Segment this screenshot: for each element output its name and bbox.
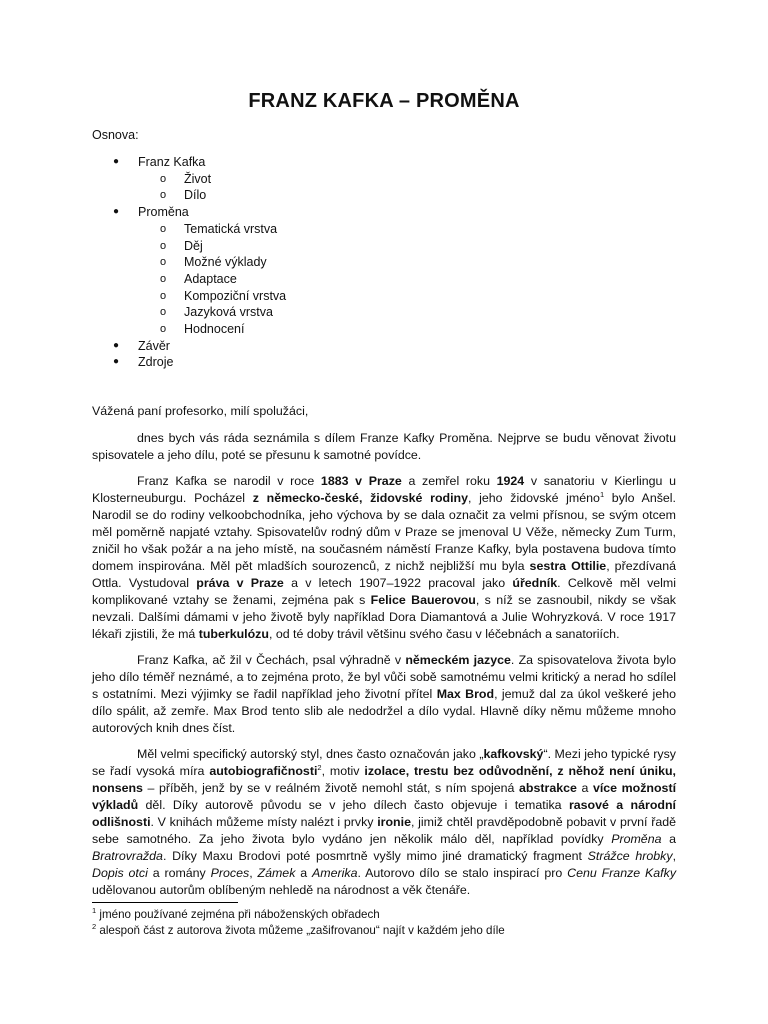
text-run: úředník — [512, 576, 558, 590]
text-run: ironie — [377, 815, 411, 829]
paragraph — [92, 473, 676, 643]
text-run: a — [295, 866, 313, 880]
paragraph — [92, 652, 676, 737]
outline-subitem — [160, 271, 237, 288]
text-run: – příběh, jenž by se v reálném životě nemohl stát, s ním spojená — [142, 781, 520, 795]
text-run: , přezdívaná Ottla. Vystudoval — [92, 559, 676, 590]
text-run: , motiv — [321, 764, 365, 778]
text-run: v Praze — [355, 474, 402, 488]
sub-bullet-icon: o — [160, 222, 167, 235]
outline-subitem — [160, 238, 203, 255]
text-run: autobiografičnosti — [209, 764, 318, 778]
text-run: tuberkulózu — [198, 627, 269, 641]
sub-bullet-icon: o — [160, 239, 167, 252]
footnote — [92, 923, 505, 939]
text-run: Amerika — [312, 866, 358, 880]
text-run: a — [661, 832, 676, 846]
text-run: , jimiž chtěl pravděpodobně pobavit v první řadě sebe samotného. Za jeho života bylo vydáno jen několik málo děl, například povídky — [92, 815, 677, 846]
body-text — [92, 430, 676, 908]
paragraph — [92, 430, 676, 464]
outline-subitem-label: Jazyková vrstva — [184, 305, 273, 320]
greeting: Vážená paní profesorko, milí spolužáci, — [92, 404, 309, 418]
document-title: FRANZ KAFKA – PROMĚNA — [248, 90, 520, 112]
text-run: z německo-české, židovské rodiny — [252, 491, 468, 505]
bullet-icon: ● — [113, 156, 120, 167]
sub-bullet-icon: o — [160, 306, 167, 319]
paragraph — [92, 746, 676, 899]
text-run: “. Mezi jeho typické rysy se řadí vysoká míra — [92, 747, 676, 778]
text-run: Bratrovražda — [92, 849, 163, 863]
footnote-text: alespoň část z autorova života můžeme „zašifrovanou“ najít v každém jeho díle — [96, 924, 505, 937]
text-run: Dopis otci — [92, 866, 148, 880]
outline-subitem-label: Život — [184, 171, 212, 186]
text-run: Cenu Franze Kafky — [567, 866, 677, 880]
outline-subitem — [160, 187, 207, 204]
text-run: práva v Praze — [196, 576, 284, 590]
text-run: , — [249, 866, 258, 880]
text-run: 1883 — [320, 474, 349, 488]
text-run: německém jazyce — [405, 653, 511, 667]
outline-item — [113, 204, 189, 221]
text-run: a — [576, 781, 593, 795]
outline-subitem-label: Adaptace — [184, 271, 237, 286]
outline-item — [113, 354, 174, 371]
footnote-separator — [92, 902, 238, 903]
text-run: 1924 — [496, 474, 525, 488]
bullet-icon: ● — [113, 356, 120, 368]
outline-subitem-label: Kompoziční vrstva — [184, 288, 287, 303]
text-run: abstrakce — [519, 781, 577, 795]
outline-subitem-label: Možné výklady — [184, 255, 267, 270]
sub-bullet-icon: o — [160, 289, 167, 302]
sub-bullet-icon: o — [160, 189, 167, 202]
text-run: Felice Bauerovou — [370, 593, 476, 607]
outline-item-label: Zdroje — [138, 355, 174, 370]
footnote-number: 1 — [92, 906, 97, 916]
text-run: Strážce hrobky — [587, 849, 673, 863]
text-run: sestra Ottilie — [529, 559, 607, 573]
text-run: Proměna — [611, 832, 662, 846]
text-run: . Autorovo dílo se stalo inspirací pro — [357, 866, 568, 880]
footnote-number: 2 — [92, 922, 97, 932]
footnote-ref: 1 — [599, 489, 605, 499]
outline-item — [113, 338, 170, 355]
outline-item — [113, 154, 206, 171]
sub-bullet-icon: o — [160, 256, 167, 269]
text-run: . V knihách můžeme místy nalézt i prvky — [150, 815, 378, 829]
outline-subitem — [160, 288, 287, 305]
outline-subitem-label: Dílo — [184, 188, 207, 203]
text-run: více možností výkladů — [92, 781, 677, 812]
text-run: , jeho židovské jméno — [468, 491, 600, 505]
text-run: Max Brod — [436, 687, 495, 701]
text-run: udělovanou autorům oblíbeným nehledě na národnost a věk čtenáře. — [92, 883, 471, 897]
text-run: Měl velmi specifický autorský styl, dnes často označován jako „ — [137, 747, 484, 761]
sub-bullet-icon: o — [160, 172, 167, 185]
text-run: dnes bych vás ráda seznámila s dílem Franze Kafky Proměna. Nejprve se budu věnovat životu spisovatele a jeho dílu, poté se přesunu k samotné povídce. — [92, 431, 676, 462]
outline-subitem — [160, 304, 273, 321]
outline-subitem — [160, 171, 212, 188]
text-run: , s níž se zasnoubil, nikdy se však nevzali. Dalšími dámami v jeho životě byly například Dora Diamantová a Julie Wohryzková. V roce 1917 lékaři zjistili, že má — [92, 593, 676, 641]
text-run: děl. Díky autorově původu se v jeho dílech často objevuje i tematika — [138, 798, 569, 812]
outline-item-label: Franz Kafka — [138, 155, 206, 169]
footnotes — [92, 907, 505, 939]
text-run: . Celkově měl velmi komplikované vztahy se ženami, zejména pak s — [92, 576, 676, 607]
footnote-text: jméno používané zejména při náboženských obřadech — [96, 908, 380, 921]
outline-subitem — [160, 221, 278, 238]
text-run: bylo Anšel. Narodil se do rodiny velkoobchodníka, jeho výchova by se dala označit za velmi přísnou, se svým otcem měl poměrně napjaté vztahy. Spisovatelův rodný dům v Praze se jmenoval U Věže, německy Zum Turm, zničil ho však požár a na jeho místě, na současném náměstí Franze Kafky, byla postavena budova tímto domem inspirována. Měl pět mladších sourozenců, z nichž nejbližší mu byla — [92, 491, 676, 573]
text-run: a romány — [147, 866, 211, 880]
text-run: , od té doby trávil většinu svého času v léčebnách a sanatoriích. — [268, 627, 620, 641]
text-run: Zámek — [257, 866, 296, 880]
sub-bullet-icon: o — [160, 323, 167, 335]
text-run: , — [672, 849, 677, 863]
text-run: rasové a národní odlišnosti — [92, 798, 676, 829]
text-run: a v letech 1907–1922 pracoval jako — [283, 576, 513, 590]
text-run: kafkovský — [483, 747, 544, 761]
outline-subitem — [160, 254, 267, 271]
text-run: . Díky Maxu Brodovi poté posmrtně vyšly mimo jiné dramatický fragment — [162, 849, 588, 863]
bullet-icon: ● — [113, 339, 120, 351]
text-run: izolace, trestu bez odůvodnění, z něhož není úniku, nonsens — [92, 764, 676, 795]
outline-item-label: Proměna — [138, 205, 189, 220]
outline-item-label: Závěr — [138, 338, 170, 353]
outline-label: Osnova: — [92, 128, 139, 142]
footnote — [92, 907, 505, 923]
text-run: v sanatoriu v Kierlingu u Klosterneuburgu. Pocházel — [92, 474, 676, 505]
text-run: . Za spisovatelova života bylo jeho dílo téměř neznámé, a to zejména proto, že byl vůči sobě samotnému velmi kritický a nerad ho sdílel s ostatními. Mezi výjimky se řadil například jeho životní přítel — [92, 653, 676, 701]
outline-subitem-label: Děj — [184, 238, 203, 253]
outline-subitem — [160, 321, 245, 338]
bullet-icon: ● — [113, 206, 120, 218]
text-run: Franz Kafka, ač žil v Čechách, psal výhradně v — [137, 653, 406, 667]
outline-subitem-label: Hodnocení — [184, 322, 245, 336]
outline-subitem-label: Tematická vrstva — [184, 221, 278, 236]
footnote-ref: 2 — [317, 762, 322, 772]
sub-bullet-icon: o — [160, 272, 167, 285]
text-run: a zemřel roku — [401, 474, 497, 488]
text-run: Franz Kafka se narodil v roce — [137, 474, 321, 488]
text-run: , jemuž dal za úkol veškeré jeho dílo spálit, až zemře. Max Brod tento slib ale nedodržel a dílo vydal. Hlavně díky němu můžeme mnoho autorových knih dnes číst. — [92, 687, 676, 735]
text-run: Proces — [210, 866, 250, 880]
